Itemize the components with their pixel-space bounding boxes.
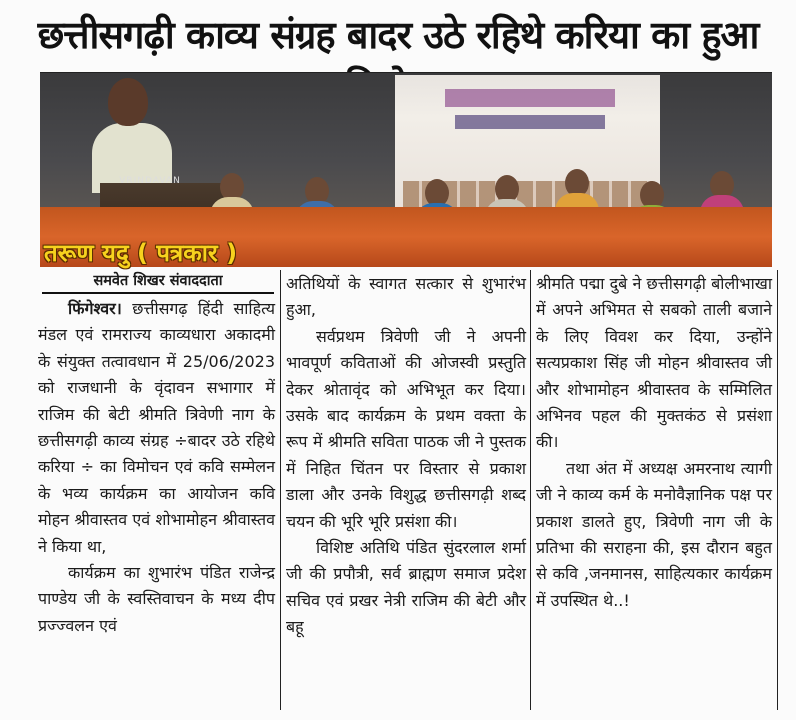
photo-credit: तरूण यदु ( पत्रकार ): [44, 239, 238, 267]
paragraph: [38, 296, 275, 560]
paragraph: श्रीमति पद्मा दुबे ने छत्तीसगढ़ी बोलीभाखा में अपने अभिमत से सबको ताली बजाने के लिए विवश कर दिया, उन्होंने सत्यप्रकाश सिंह जी मोहन श्रीवास्तव जी और शोभामोहन श्रीवास्तव के सम्मिलित अभिनव पहल की मुक्तकंठ से प्रसंशा की।: [536, 274, 772, 452]
podium-label: VRINDAVAN: [119, 176, 181, 186]
column-divider: [530, 270, 531, 710]
paragraph: तथा अंत में अध्यक्ष अमरनाथ त्यागी जी ने काव्य कर्म के मनोवैज्ञानिक पक्ष पर प्रकाश डालते हुए, त्रिवेणी नाग जी के प्रतिभा की सराहना की, इस दौरान बहुत से कवि ,जनमानस, साहित्यकार कार्यक्रम में उपस्थित थे..!: [536, 458, 772, 610]
article-column-3: [536, 271, 772, 614]
headline: छत्तीसगढ़ी काव्य संग्रह बादर उठे रहिथे करिया का हुआ: [37, 13, 759, 57]
paragraph: कार्यक्रम का शुभारंभ पंडित राजेन्द्र पाण्डेय जी के स्वस्तिवाचन के मध्य दीप प्रज्ज्वलन एवं: [38, 563, 275, 635]
paragraph: सर्वप्रथम त्रिवेणी जी ने अपनी भावपूर्ण कविताओं की ओजस्वी प्रस्तुति देकर श्रोतावृंद को अभिभूत कर दिया। उसके बाद कार्यक्रम के प्रथम वक्ता के रूप में श्रीमति सविता पाठक जी ने पुस्तक में निहित चिंतन पर विस्तार से प्रकाश डाला और उनके विशुद्ध छत्तीसगढ़ी शब्द चयन की भूरि भूरि प्रसंशा की।: [286, 326, 526, 531]
paragraph-text: छत्तीसगढ़ हिंदी साहित्य मंडल एवं रामराज्य काव्यधारा अकादमी के संयुक्त तत्वावधान में 25/06/2023 को राजधानी के वृंदावन सभागार में राजिम की बेटी श्रीमति त्रिवेणी नाग के छत्तीसगढ़ी काव्य संग्रह ÷बादर उठे रहिथे करिया ÷ का विमोचन एवं कवि सम्मेलन के भव्य कार्यक्रम का आयोजन कवि मोहन श्रीवास्तव एवं शोभामोहन श्रीवास्तव ने किया था,: [38, 299, 275, 556]
speaker-head: [108, 78, 148, 126]
paragraph: विशिष्ट अतिथि पंडित सुंदरलाल शर्मा जी की प्रपौत्री, सर्व ब्राह्मण समाज प्रदेश सचिव एवं प्रखर नेत्री राजिम की बेटी और बहू: [286, 538, 526, 637]
article-column-2: [286, 271, 526, 641]
paragraph: अतिथियों के स्वागत सत्कार से शुभारंभ हुआ,: [286, 274, 526, 320]
byline: समवेत शिखर संवाददाता: [42, 270, 274, 294]
column-divider: [777, 270, 778, 710]
column-divider: [280, 270, 281, 710]
banner-title-decoration: [445, 89, 615, 107]
dateline: फिंगेश्वर।: [68, 299, 122, 318]
article-column-1: [38, 296, 275, 639]
banner-subtitle-decoration: [455, 115, 605, 129]
